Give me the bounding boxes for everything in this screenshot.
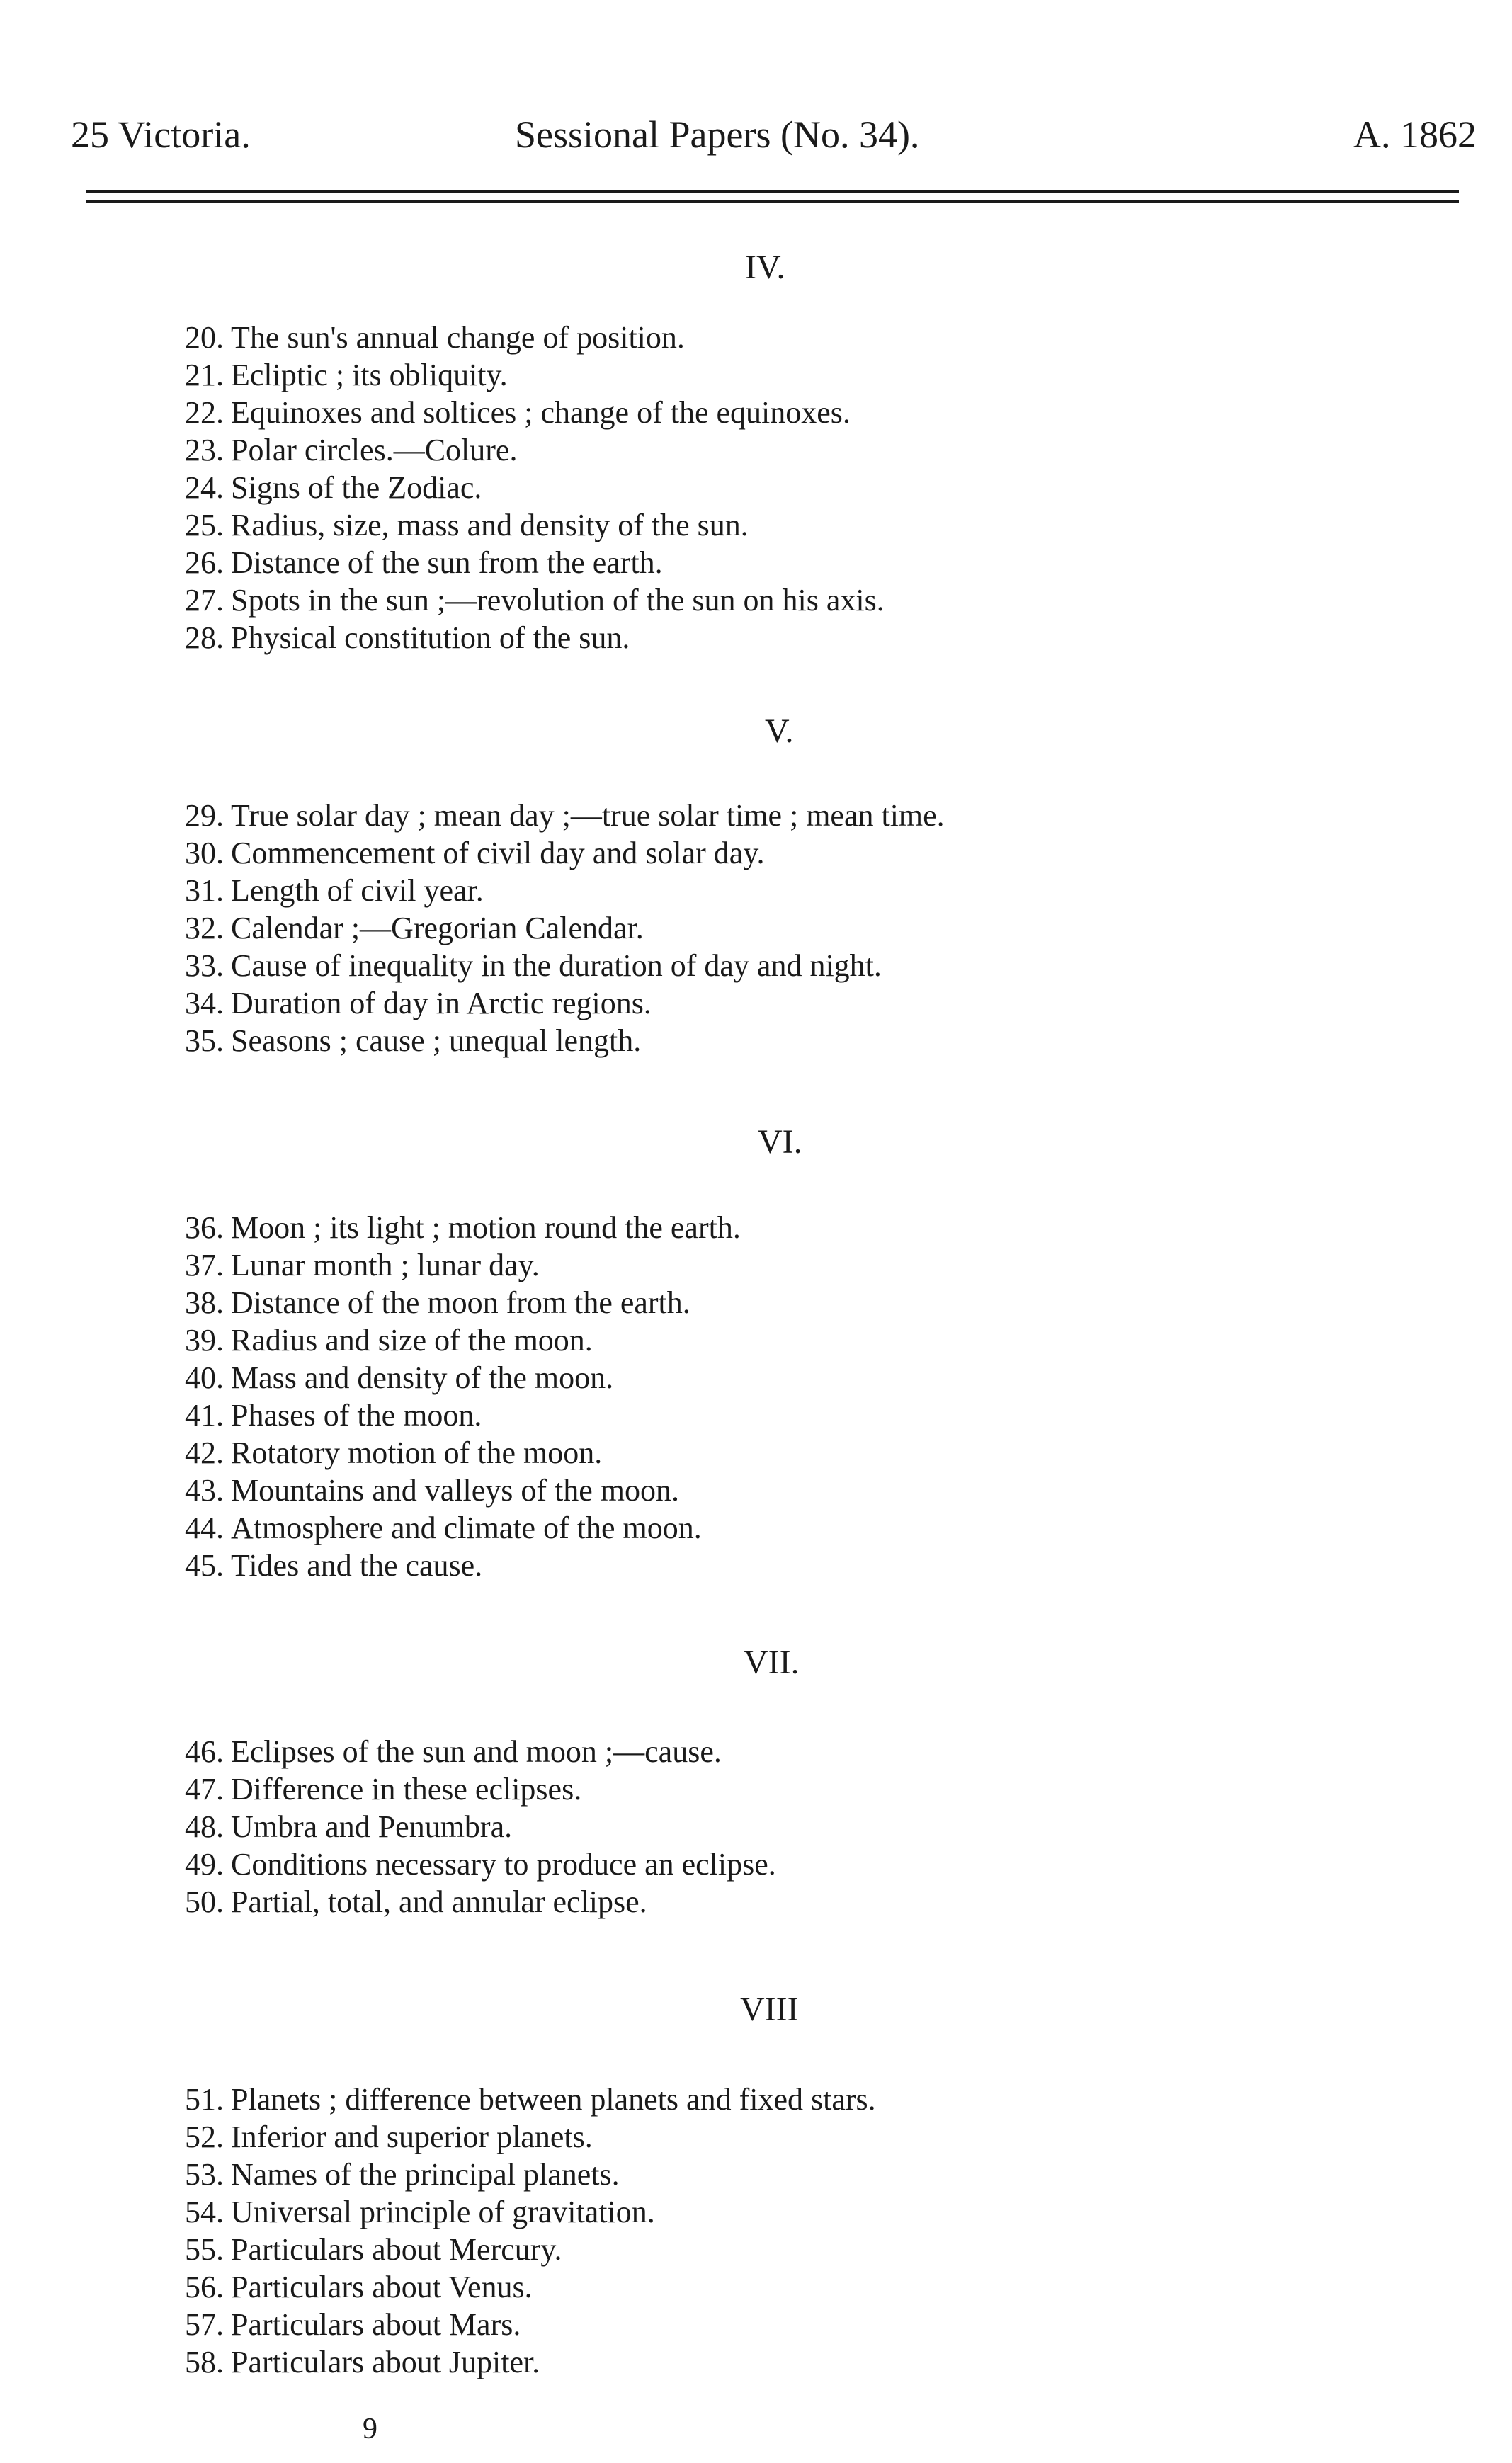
item-text: Mountains and valleys of the moon. (231, 1473, 680, 1508)
section-heading-vii: VII. (744, 1644, 800, 1681)
list-item (156, 1359, 741, 1397)
item-number: 40. (185, 1360, 224, 1395)
item-number: 57. (185, 2307, 224, 2342)
list-item (156, 394, 885, 431)
section-heading-viii: VIII (740, 1991, 799, 2028)
item-number: 32. (185, 911, 224, 945)
list-item (156, 1808, 776, 1845)
section-heading-iv: IV. (745, 249, 785, 286)
list-item (156, 2081, 876, 2118)
list-item (156, 1397, 741, 1434)
item-text: Mass and density of the moon. (231, 1360, 614, 1395)
item-text: Tides and the cause. (231, 1548, 483, 1583)
list-item (156, 619, 885, 656)
item-text: Universal principle of gravitation. (231, 2195, 655, 2229)
list-item (156, 1209, 741, 1246)
item-text: Planets ; difference between planets and fixed stars. (231, 2082, 876, 2117)
item-text: Lunar month ; lunar day. (231, 1248, 540, 1282)
item-text: Atmosphere and climate of the moon. (231, 1511, 702, 1545)
section-list-viii (156, 2081, 876, 2381)
item-text: Seasons ; cause ; unequal length. (231, 1023, 642, 1058)
list-item (156, 2343, 876, 2381)
item-text: Radius and size of the moon. (231, 1323, 593, 1358)
list-item (156, 2118, 876, 2156)
section-list-vii (156, 1733, 776, 1921)
list-item (156, 1284, 741, 1321)
item-number: 46. (185, 1734, 224, 1769)
section-heading-v: V. (765, 712, 794, 750)
list-item (156, 1845, 776, 1883)
header-rule-bottom (86, 200, 1459, 203)
section-list-iv (156, 319, 885, 656)
item-number: 41. (185, 1398, 224, 1433)
list-item (156, 2156, 876, 2193)
item-number: 52. (185, 2120, 224, 2154)
list-item (156, 984, 945, 1022)
item-text: Phases of the moon. (231, 1398, 482, 1433)
list-item (156, 909, 945, 947)
header-rule-top (86, 190, 1459, 193)
item-text: Conditions necessary to produce an eclipse. (231, 1847, 776, 1882)
item-text: Ecliptic ; its obliquity. (231, 358, 508, 392)
item-number: 31. (185, 873, 224, 908)
item-text: Polar circles.—Colure. (231, 433, 518, 467)
item-text: Particulars about Mars. (231, 2307, 521, 2342)
list-item (156, 581, 885, 619)
item-number: 22. (185, 395, 224, 430)
item-number: 30. (185, 836, 224, 870)
list-item (156, 1321, 741, 1359)
item-number: 49. (185, 1847, 224, 1882)
item-text: Equinoxes and soltices ; change of the equinoxes. (231, 395, 851, 430)
item-number: 43. (185, 1473, 224, 1508)
list-item (156, 544, 885, 581)
item-number: 56. (185, 2270, 224, 2304)
item-number: 34. (185, 986, 224, 1020)
item-text: Eclipses of the sun and moon ;—cause. (231, 1734, 722, 1769)
header-title: Sessional Papers (No. 34). (515, 113, 920, 156)
section-heading-vi: VI. (758, 1123, 802, 1161)
item-number: 33. (185, 948, 224, 983)
list-item (156, 431, 885, 469)
item-text: Spots in the sun ;—revolution of the sun on his axis. (231, 583, 885, 618)
item-number: 24. (185, 470, 224, 505)
item-number: 20. (185, 320, 224, 355)
item-text: Duration of day in Arctic regions. (231, 986, 652, 1020)
item-text: Distance of the moon from the earth. (231, 1285, 690, 1320)
item-number: 26. (185, 545, 224, 580)
list-item (156, 947, 945, 984)
item-number: 28. (185, 620, 224, 655)
list-item (156, 506, 885, 544)
item-number: 50. (185, 1884, 224, 1919)
page-header (0, 106, 1512, 163)
item-text: Names of the principal planets. (231, 2157, 620, 2192)
item-number: 23. (185, 433, 224, 467)
item-number: 21. (185, 358, 224, 392)
list-item (156, 2231, 876, 2268)
list-item (156, 1733, 776, 1770)
item-text: Radius, size, mass and density of the sun. (231, 508, 749, 542)
item-number: 29. (185, 798, 224, 833)
page-number: 9 (363, 2413, 377, 2445)
item-text: Inferior and superior planets. (231, 2120, 593, 2154)
item-number: 25. (185, 508, 224, 542)
list-item (156, 872, 945, 909)
list-item (156, 1472, 741, 1509)
list-item (156, 834, 945, 872)
item-text: Particulars about Venus. (231, 2270, 533, 2304)
item-number: 36. (185, 1210, 224, 1245)
list-item (156, 797, 945, 834)
list-item (156, 356, 885, 394)
section-list-v (156, 797, 945, 1059)
list-item (156, 1770, 776, 1808)
item-text: Signs of the Zodiac. (231, 470, 482, 505)
list-item (156, 2306, 876, 2343)
item-number: 48. (185, 1809, 224, 1844)
list-item (156, 1547, 741, 1584)
list-item (156, 1022, 945, 1059)
item-number: 42. (185, 1435, 224, 1470)
item-number: 39. (185, 1323, 224, 1358)
item-text: Difference in these eclipses. (231, 1772, 582, 1807)
item-number: 54. (185, 2195, 224, 2229)
item-text: Moon ; its light ; motion round the earth. (231, 1210, 741, 1245)
item-number: 44. (185, 1511, 224, 1545)
list-item (156, 1434, 741, 1472)
item-number: 58. (185, 2345, 224, 2379)
item-text: Physical constitution of the sun. (231, 620, 630, 655)
item-number: 27. (185, 583, 224, 618)
header-year: A. 1862 (1353, 113, 1477, 156)
item-text: Umbra and Penumbra. (231, 1809, 513, 1844)
item-text: Commencement of civil day and solar day. (231, 836, 765, 870)
item-text: Partial, total, and annular eclipse. (231, 1884, 647, 1919)
item-text: The sun's annual change of position. (231, 320, 685, 355)
item-number: 37. (185, 1248, 224, 1282)
list-item (156, 469, 885, 506)
item-number: 35. (185, 1023, 224, 1058)
item-text: True solar day ; mean day ;—true solar time ; mean time. (231, 798, 945, 833)
header-session: 25 Victoria. (71, 113, 251, 156)
list-item (156, 1246, 741, 1284)
section-list-vi (156, 1209, 741, 1584)
item-number: 55. (185, 2232, 224, 2267)
item-text: Particulars about Jupiter. (231, 2345, 540, 2379)
item-text: Calendar ;—Gregorian Calendar. (231, 911, 644, 945)
item-text: Cause of inequality in the duration of day and night. (231, 948, 882, 983)
list-item (156, 2193, 876, 2231)
item-number: 51. (185, 2082, 224, 2117)
item-number: 38. (185, 1285, 224, 1320)
list-item (156, 1509, 741, 1547)
item-text: Particulars about Mercury. (231, 2232, 562, 2267)
list-item (156, 319, 885, 356)
item-number: 45. (185, 1548, 224, 1583)
item-text: Rotatory motion of the moon. (231, 1435, 603, 1470)
item-text: Distance of the sun from the earth. (231, 545, 663, 580)
item-number: 53. (185, 2157, 224, 2192)
item-number: 47. (185, 1772, 224, 1807)
list-item (156, 2268, 876, 2306)
list-item (156, 1883, 776, 1921)
item-text: Length of civil year. (231, 873, 484, 908)
